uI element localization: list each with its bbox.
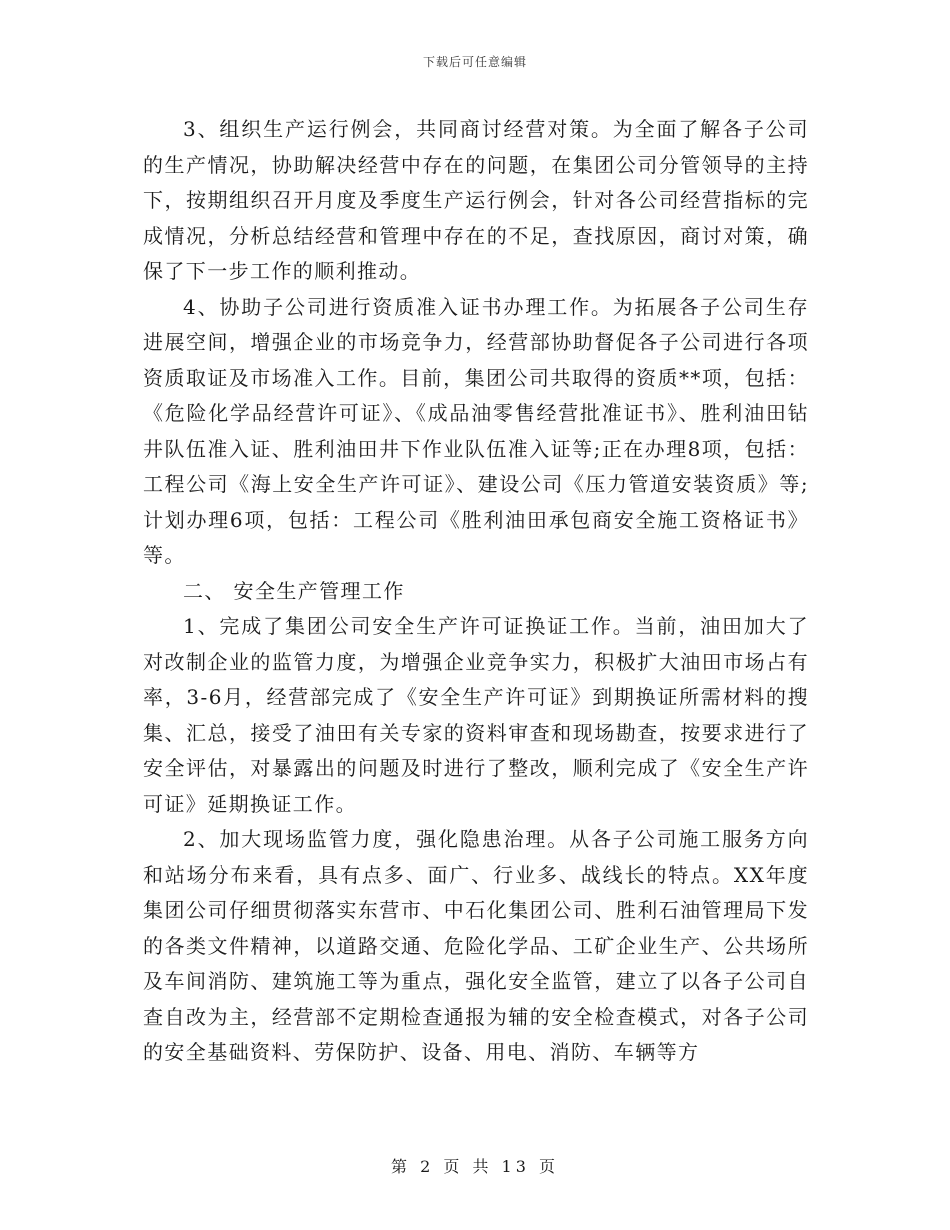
page-number: 第 2 页 共 13 页 bbox=[391, 1157, 559, 1176]
paragraph-item-3: 3、组织生产运行例会，共同商讨经营对策。为全面了解各子公司的生产情况，协助解决经营中存在的问题，在集团公司分管领导的主持下，按期组织召开月度及季度生产运行例会，针对各公司经营指标的完成情况，分析总结经营和管理中存在的不足，查找原因，商讨对策，确保了下一步工作的顺利推动。 bbox=[143, 117, 809, 283]
paragraph-item-1: 1、完成了集团公司安全生产许可证换证工作。当前，油田加大了对改制企业的监管力度，为增强企业竞争实力，积极扩大油田市场占有率，3-6月，经营部完成了《安全生产许可证》到期换证所需材料的搜集、汇总，接受了油田有关专家的资料审查和现场勘查，按要求进行了安全评估，对暴露出的问题及时进行了整改，顺利完成了《安全生产许可证》延期换证工作。 bbox=[143, 614, 809, 816]
paragraph-item-2: 2、加大现场监管力度，强化隐患治理。从各子公司施工服务方向和站场分布来看，具有点多、面广、行业多、战线长的特点。XX年度集团公司仔细贯彻落实东营市、中石化集团公司、胜利石油管理局下发的各类文件精神，以道路交通、危险化学品、工矿企业生产、公共场所及车间消防、建筑施工等为重点，强化安全监管，建立了以各子公司自查自改为主，经营部不定期检查通报为辅的安全检查模式，对各子公司的安全基础资料、劳保防护、设备、用电、消防、车辆等方 bbox=[143, 827, 809, 1064]
paragraph-item-4: 4、协助子公司进行资质准入证书办理工作。为拓展各子公司生存进展空间，增强企业的市场竞争力，经营部协助督促各子公司进行各项资质取证及市场准入工作。目前，集团公司共取得的资质**项，包括：《危险化学品经营许可证》、《成品油零售经营批准证书》、胜利油田钻井队伍准入证、胜利油田井下作业队伍准入证等;正在办理8项，包括：工程公司《海上安全生产许可证》、建设公司《压力管道安装资质》等;计划办理6项，包括：工程公司《胜利油田承包商安全施工资格证书》等。 bbox=[143, 294, 809, 567]
page-header: 下载后可任意编辑 bbox=[422, 55, 527, 69]
document-body bbox=[143, 112, 809, 1071]
section-heading: 二、 安全生产管理工作 bbox=[183, 578, 405, 603]
